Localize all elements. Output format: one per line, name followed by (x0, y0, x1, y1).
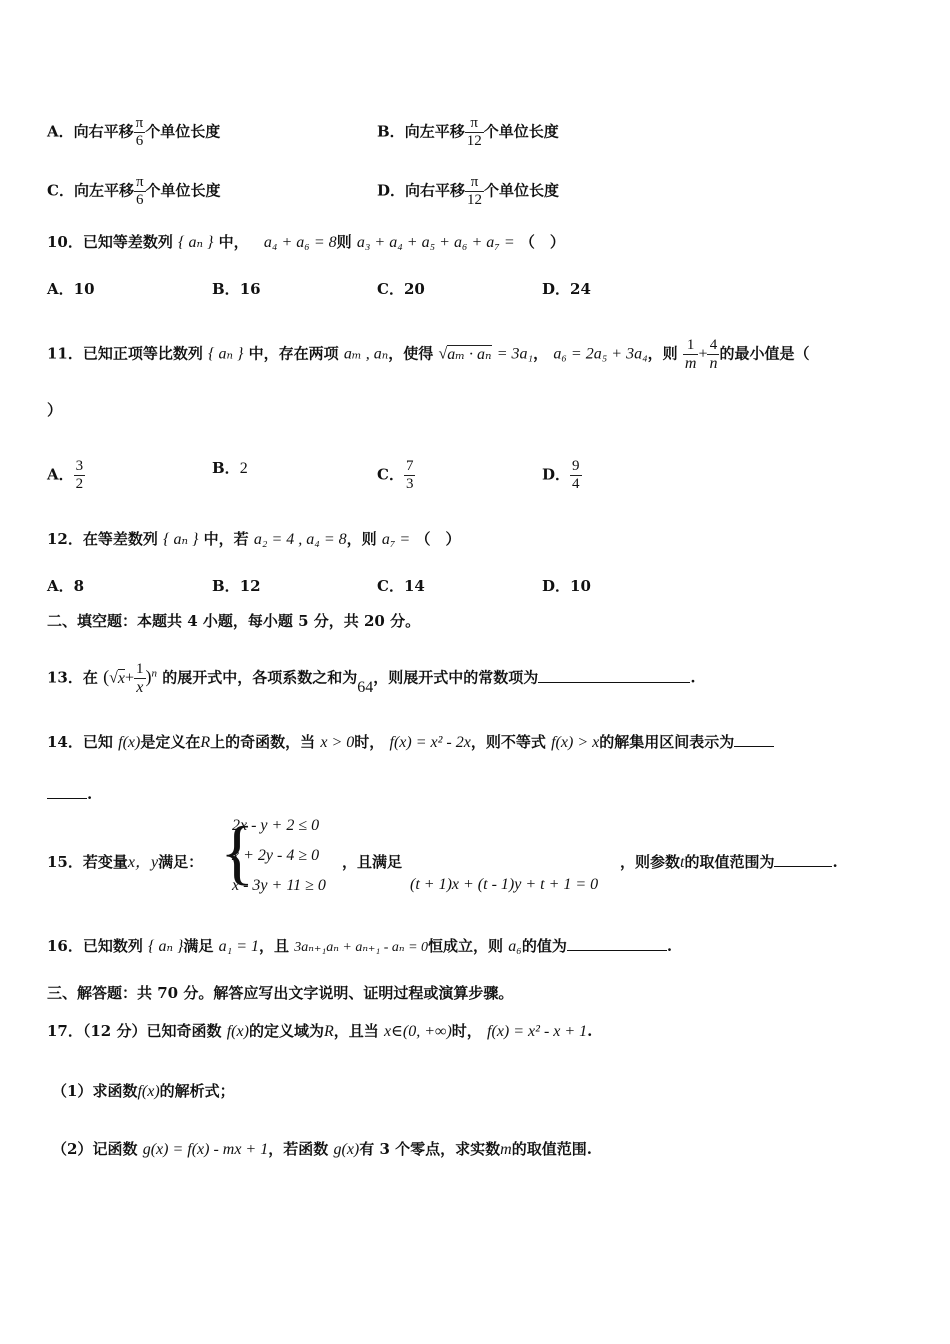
q9-option-b: B．向左平移 $\frac{\pi}{12}$ 个单位长度 (377, 115, 559, 149)
q17-stem: 17．（12 分）已知奇函数 f(x)的定义域为R，且当 x∈(0, +∞)时， f(x) = x² - x + 1. (47, 1022, 593, 1040)
q9-option-a: A．向右平移 $\frac{\pi}{6}$ 个单位长度 (47, 115, 221, 149)
q10-option-b: B．16 (212, 280, 261, 298)
q17-part-1: （1）求函数f(x)的解析式； (52, 1082, 235, 1100)
section-solutions-heading: 三、解答题：共 70 分。解答应写出文字说明、证明过程或演算步骤。 (47, 984, 514, 1002)
q12-option-b: B．12 (212, 577, 261, 595)
q12-option-a: A．8 (47, 577, 85, 595)
q15-system-brace: { (220, 812, 255, 892)
q9-option-d: D．向右平移 $\frac{\pi}{12}$ 个单位长度 (377, 174, 560, 208)
q15-constraint-3: x - 3y + 11 ≥ 0 (232, 877, 326, 894)
q15-text-cont: ，且满足 (342, 853, 403, 871)
section-fill-in-heading: 二、填空题：本题共 4 小题，每小题 5 分，共 20 分。 (47, 612, 421, 630)
q12-option-c: C．14 (377, 577, 425, 595)
q11-option-b: B．2 (212, 459, 248, 477)
q15-line-equation: (t + 1)x + (t - 1)y + t + 1 = 0 (410, 876, 599, 893)
q9-option-c: C．向左平移 $\frac{\pi}{6}$ 个单位长度 (47, 174, 221, 208)
q11-option-c: C． $\frac{7}{3}$ (377, 458, 414, 492)
q10-stem: 10．已知等差数列 { aₙ } 中， a₄ + a₆ = 8则 a₃ + a₄ + a₅ + a₆ + a₇ = （ ） (47, 233, 565, 251)
q11-option-a: A． $\frac{3}{2}$ (47, 458, 84, 492)
q15-stem: 15．若变量x，y满足： (47, 853, 204, 871)
q17-part-2: （2）记函数 g(x) = f(x) - mx + 1，若函数 g(x)有 3 个零点，求实数m的取值范围. (52, 1140, 592, 1158)
q15-constraint-2: x + 2y - 4 ≥ 0 (232, 847, 320, 864)
q10-option-d: D．24 (542, 280, 591, 298)
q12-option-d: D．10 (542, 577, 591, 595)
q10-option-c: C．20 (377, 280, 425, 298)
q12-stem: 12．在等差数列 { aₙ } 中，若 a₂ = 4 , a₄ = 8，则 a₇ = （ ） (47, 530, 461, 548)
q15-constraint-1: 2x - y + 2 ≤ 0 (232, 817, 320, 834)
q16-stem: 16．已知数列 { aₙ }满足 a₁ = 1，且 3aₙ₊₁aₙ + aₙ₊₁ - aₙ = 0恒成立，则 a₆的值为 . (47, 937, 673, 955)
q11-close-paren: ） (47, 401, 63, 419)
q14-blank-cont: . (47, 784, 92, 804)
q11-option-d: D． $\frac{9}{4}$ (542, 458, 580, 492)
q14-stem: 14．已知 f(x)是定义在R上的奇函数，当 x > 0时， f(x) = x² - 2x，则不等式 f(x) > x的解集用区间表示为 (47, 732, 774, 753)
q13-stem: 13．在 (√x+ $\frac{1}{x}$ )$^n$ 的展开式中，各项系数之和为64，则展开式中的常数项为 . (47, 661, 696, 696)
q11-stem: 11．已知正项等比数列 { aₙ } 中，存在两项 aₘ , aₙ，使得 √aₘ · aₙ = 3a₁， a₆ = 2a₅ + 3a₄，则 $\frac{1}{m}$ + $\frac{4}{n}$ 的最小值是（ (47, 337, 810, 372)
q15-tail: ，则参数t的取值范围为 . (620, 853, 838, 871)
q10-option-a: A．10 (47, 280, 95, 298)
